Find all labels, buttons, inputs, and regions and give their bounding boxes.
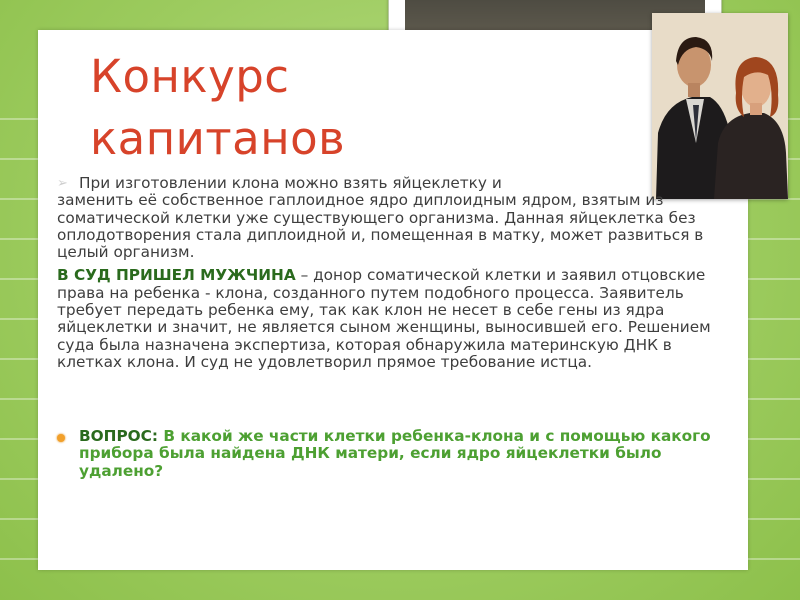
court-heading: В СУД ПРИШЕЛ МУЖЧИНА [57,266,296,285]
slide-body [57,175,727,371]
arrow-bullet-icon: ➢ [57,176,68,191]
question-label: ВОПРОС: [79,427,159,445]
paragraph-3 [57,267,727,371]
title-line-1: Конкурс [90,50,290,103]
paragraph-3-text: – донор соматической клетки и заявил отцовские права на ребенка - клона, созданного путем подобного процесса. Заявитель требует передать ребенка ему, так как клон не несет в себе гены из ядра яйцеклетки и значит, не является сыном женщины, выносившей его. Решением суда была назначена экспертиза, которая обнаружила материнскую ДНК в клетках клона. И суд не удовлетворил прямое требование истца. [57,266,711,371]
question-body: В какой же части клетки ребенка-клона и с помощью какого прибора была найдена ДНК матери, если ядро яйцеклетки было удалено? [79,427,711,480]
paragraph-1-text: При изготовлении клона можно взять яйцеклетку и [79,174,502,192]
slide-title [90,46,410,170]
agents-photo [652,13,788,199]
question-block [57,428,727,480]
agents-photo-image [652,13,788,199]
title-line-2: капитанов [90,112,346,165]
paragraph-2: заменить её собственное гаплоидное ядро диплоидным ядром, взятым из соматической клетки уже существующего организма. Данная яйцеклетка без оплодотворения стала диплоидной и, помещенная в матку, может развиться в целый организм. [57,191,704,262]
paragraph-1 [57,175,727,192]
question-text [57,428,727,480]
orange-dot-icon [57,434,65,442]
